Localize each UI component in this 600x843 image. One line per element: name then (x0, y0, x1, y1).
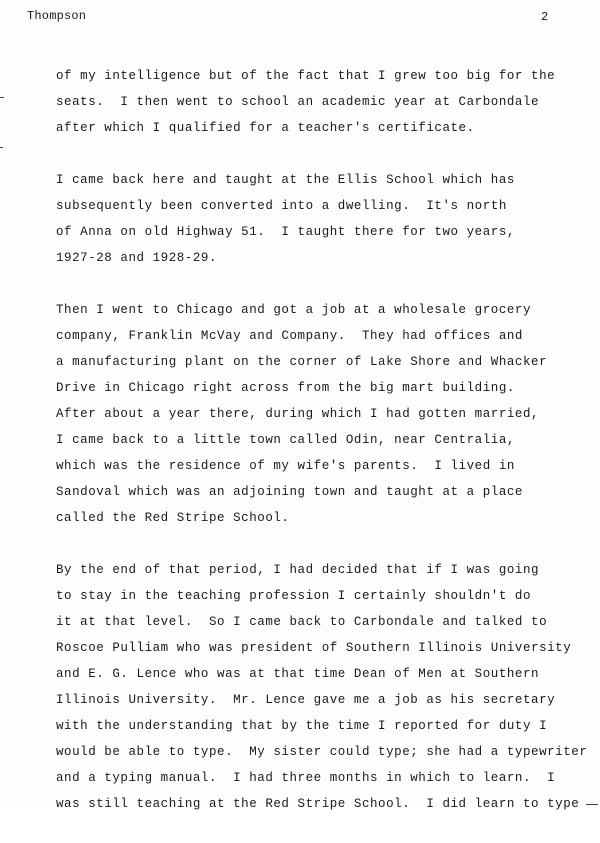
text-line: seats. I then went to school an academic year at Carbondale (56, 95, 540, 109)
text-line: was still teaching at the Red Stripe School. I did learn to type (56, 797, 580, 811)
text-line: I came back to a little town called Odin, near Centralia, (56, 433, 515, 447)
text-line: company, Franklin McVay and Company. They had offices and (56, 329, 523, 343)
text-line: of my intelligence but of the fact that I grew too big for the (56, 69, 556, 83)
scan-edge-mark (586, 804, 598, 805)
text-line: Drive in Chicago right across from the big mart building. (56, 381, 515, 395)
page-number: 2 (541, 10, 549, 24)
text-line: called the Red Stripe School. (56, 511, 290, 525)
paragraph (56, 297, 586, 531)
text-line: Roscoe Pulliam who was president of Southern Illinois University (56, 641, 572, 655)
text-line: would be able to type. My sister could type; she had a typewriter (56, 745, 588, 759)
paragraph (56, 63, 586, 141)
text-line: and E. G. Lence who was at that time Dean of Men at Southern (56, 667, 540, 681)
text-line: After about a year there, during which I had gotten married, (56, 407, 540, 421)
text-line: 1927-28 and 1928-29. (56, 251, 218, 265)
body-text (56, 63, 586, 843)
text-line: and a typing manual. I had three months in which to learn. I (56, 771, 556, 785)
text-line: subsequently been converted into a dwelling. It's north (56, 199, 507, 213)
text-line: Then I went to Chicago and got a job at a wholesale grocery (56, 303, 532, 317)
text-line: it at that level. So I came back to Carbondale and talked to (56, 615, 548, 629)
text-line: Illinois University. Mr. Lence gave me a job as his secretary (56, 693, 556, 707)
text-line: By the end of that period, I had decided that if I was going (56, 563, 540, 577)
text-line: which was the residence of my wife's parents. I lived in (56, 459, 515, 473)
text-line: I came back here and taught at the Ellis School which has (56, 173, 515, 187)
text-line: to stay in the teaching profession I certainly shouldn't do (56, 589, 532, 603)
text-line: after which I qualified for a teacher's certificate. (56, 121, 475, 135)
scan-edge-mark (0, 147, 3, 148)
text-line: of Anna on old Highway 51. I taught there for two years, (56, 225, 515, 239)
paragraph (56, 557, 586, 817)
text-line: Sandoval which was an adjoining town and taught at a place (56, 485, 523, 499)
text-line: a manufacturing plant on the corner of Lake Shore and Whacker (56, 355, 548, 369)
text-line: with the understanding that by the time I reported for duty I (56, 719, 548, 733)
header-author-name: Thompson (27, 9, 87, 23)
paragraph (56, 167, 586, 271)
scan-edge-mark (0, 97, 4, 98)
